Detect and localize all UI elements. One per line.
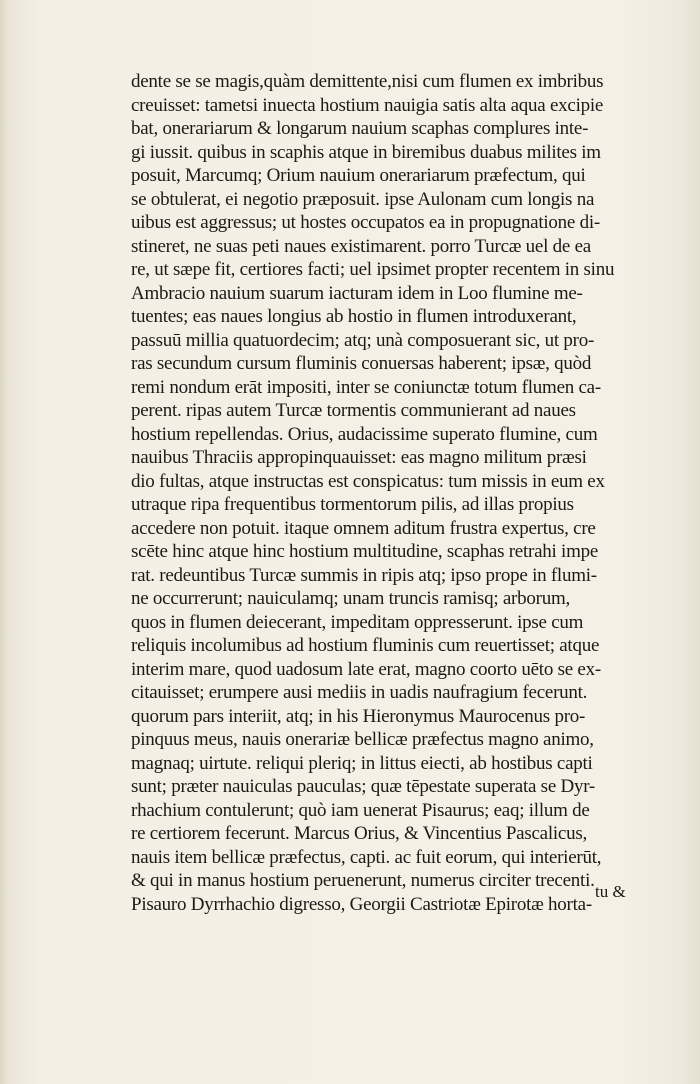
text-line: citauisset; erumpere ausi mediis in uadis naufragium fecerunt. [131,682,588,703]
text-line: sunt; præter nauiculas pauculas; quæ tēpestate superata se Dyr- [131,776,595,797]
text-line: hostium repellendas. Orius, audacissime superato flumine, cum [131,423,598,445]
text-line: perent. ripas autem Turcæ tormentis communierant ad naues [131,400,576,421]
text-block [131,70,639,916]
text-line: creuisset: tametsi inuecta hostium nauigia satis alta aqua excipie [131,94,604,116]
text-line: dio fultas, atque instructas est conspicatus: tum missis in eum ex [131,470,605,492]
text-line: ras secundum cursum fluminis conuersas haberent; ipsæ, quòd [131,353,592,374]
catchword: tu & [595,882,626,901]
text-line: interim mare, quod uadosum late erat, magno coorto uēto se ex- [131,658,601,680]
text-line: posuit, Marcumq; Orium nauium onerariarum præfectum, qui [131,165,586,186]
text-line: tuentes; eas naues longius ab hostio in flumen introduxerant, [131,306,577,327]
text-line: dente se se magis,quàm demittente,nisi cum flumen ex imbribus [131,71,604,92]
text-line: nauis item bellicæ præfectus, capti. ac fuit eorum, qui interierūt, [131,846,602,868]
text-line: magnaq; uirtute. reliqui pleriq; in littus eiecti, ab hostibus capti [131,752,593,774]
text-line: stineret, ne suas peti naues existimarent. porro Turcæ uel de ea [131,235,591,257]
text-line: rhachium contulerunt; quò iam uenerat Pisaurus; eaq; illum de [131,799,590,821]
text-line: re, ut sæpe fit, certiores facti; uel ipsimet propter recentem in sinu [131,259,615,280]
text-line: rat. redeuntibus Turcæ summis in ripis atq; ipso prope in flumi- [131,564,597,586]
text-line: remi nondum erāt impositi, inter se coniunctæ totum flumen ca- [131,376,601,398]
text-line: pinquus meus, nauis onerariæ bellicæ præfectus magno animo, [131,729,594,750]
text-line: scēte hinc atque hinc hostium multitudine, scaphas retrahi impe [131,541,599,562]
text-line: nauibus Thraciis appropinquauisset: eas magno militum præsi [131,447,587,468]
text-line: reliquis incolumibus ad hostium fluminis cum reuertisset; atque [131,635,600,656]
text-line: se obtulerat, ei negotio præposuit. ipse Aulonam cum longis na [131,188,595,210]
text-line: quorum pars interiit, atq; in his Hieronymus Maurocenus pro- [131,705,586,727]
text-line: gi iussit. quibus in scaphis atque in biremibus duabus milites im [131,141,601,163]
text-line: bat, onerariarum & longarum nauium scaphas complures inte- [131,118,589,139]
text-line: ne occurrerunt; nauiculamq; unam truncis ramisq; arborum, [131,588,570,609]
text-line: Ambracio nauium suarum iacturam idem in Loo flumine me- [131,282,583,304]
text-line: quos in flumen deiecerant, impeditam oppresserunt. ipse cum [131,611,584,633]
text-line: accedere non potuit. itaque omnem aditum frustra expertus, cre [131,517,596,539]
text-line: re certiorem fecerunt. Marcus Orius, & Vincentius Pascalicus, [131,823,587,844]
text-line: Pisauro Dyrrhachio digresso, Georgii Castriotæ Epirotæ horta- [131,893,592,915]
text-line: & qui in manus hostium peruenerunt, numerus circiter trecenti. [131,870,595,891]
text-line: passuū millia quatuordecim; atq; unà composuerant sic, ut pro- [131,329,595,351]
text-line: uibus est aggressus; ut hostes occupatos ea in propugnatione di- [131,212,600,233]
text-line: utraque ripa frequentibus tormentorum pilis, ad illas propius [131,494,574,515]
